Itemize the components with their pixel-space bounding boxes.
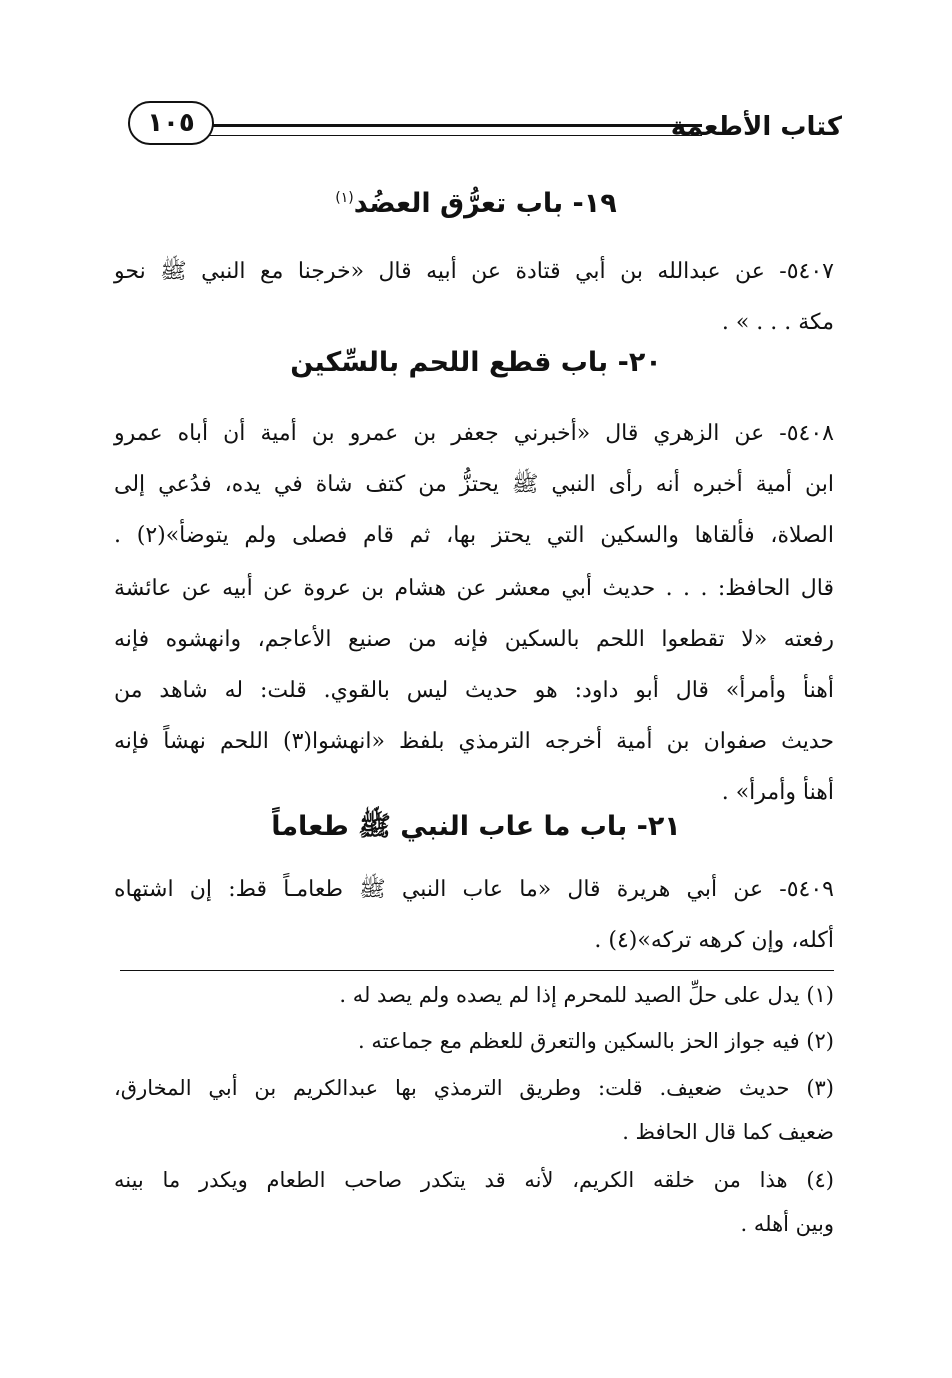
chapter-20-title: ٢٠- باب قطع اللحم بالسِّكين [290,347,662,378]
footnote-1 [114,973,834,1017]
hadith-5408 [114,408,834,561]
commentary-line: حديث صفوان بن أمية أخرجه الترمذي بلفظ «انهشوا(٣) اللحم نهشاً فإنه [114,729,834,754]
footnote-3 [114,1066,834,1154]
footnote-line: (٣) حديث ضعيف. قلت: وطريق الترمذي بها عبدالكريم بن أبي المخارق، [114,1076,834,1100]
footnote-line: ضعيف كما قال الحافظ . [622,1120,834,1144]
hadith-5409 [114,864,834,966]
book-title: كتاب الأطعمة [670,112,842,142]
chapter-19-title: ١٩- باب تعرُّق العضُد [353,188,617,219]
hadith-5407 [114,246,834,348]
hadith-5408-line: ٥٤٠٨- عن الزهري قال «أخبرني جعفر بن عمرو بن أمية أن أباه عمرو [114,421,834,446]
footnote-2 [114,1019,834,1063]
commentary-line: أهنأ وأمرأ» . [721,780,834,805]
hadith-5407-line: ٥٤٠٧- عن عبدالله بن أبي قتادة عن أبيه قال «خرجنا مع النبي ﷺ نحو [114,259,834,284]
hadith-5409-line: ٥٤٠٩- عن أبي هريرة قال «ما عاب النبي ﷺ طعامـاً قط: إن اشتهاه [114,877,834,902]
footnote-line: (١) يدل على حلِّ الصيد للمحرم إذا لم يصده ولم يصد له . [339,983,834,1007]
footnote-ref-1: (١) [335,190,354,206]
commentary-line: قال الحافظ: . . . حديث أبي معشر عن هشام بن عروة عن أبيه عن عائشة [114,576,834,601]
hafiz-commentary [114,563,834,818]
hadith-5408-line: الصلاة، فألقاها والسكين التي يحتز بها، ثم قام فصلى ولم يتوضأ»(٢) . [114,523,834,548]
chapter-19-heading [120,188,832,219]
footnote-4 [114,1158,834,1246]
commentary-line: أهنأ وأمرأ» قال أبو داود: هو حديث ليس بالقوي. قلت: له شاهد من [114,678,834,703]
footnote-line: وبين أهله . [740,1212,834,1236]
hadith-5409-line: أكله، وإن كرهه تركه»(٤) . [594,928,834,953]
chapter-20-heading [120,347,832,378]
footnote-line: (٢) فيه جواز الحز بالسكين والتعرق للعظم مع جماعته . [357,1029,834,1053]
page-number: ١٠٥ [128,101,214,145]
commentary-line: رفعته «لا تقطعوا اللحم بالسكين فإنه من صنيع الأعاجم، وانهشوه فإنه [114,627,834,652]
footnote-line: (٤) هذا من خلقه الكريم، لأنه قد يتكدر صاحب الطعام ويكدر ما بينه [114,1168,834,1192]
hadith-5407-line: مكة . . . » . [721,310,834,335]
header-rule [200,124,702,136]
chapter-21-title: ٢١- باب ما عاب النبي ﷺ طعاماً [271,811,681,842]
footnote-separator [120,970,834,971]
chapter-21-heading [120,809,832,849]
hadith-5408-line: ابن أمية أخبره أنه رأى النبي ﷺ يحتزُّ من كتف شاة في يده، فدُعي إلى [114,472,834,497]
